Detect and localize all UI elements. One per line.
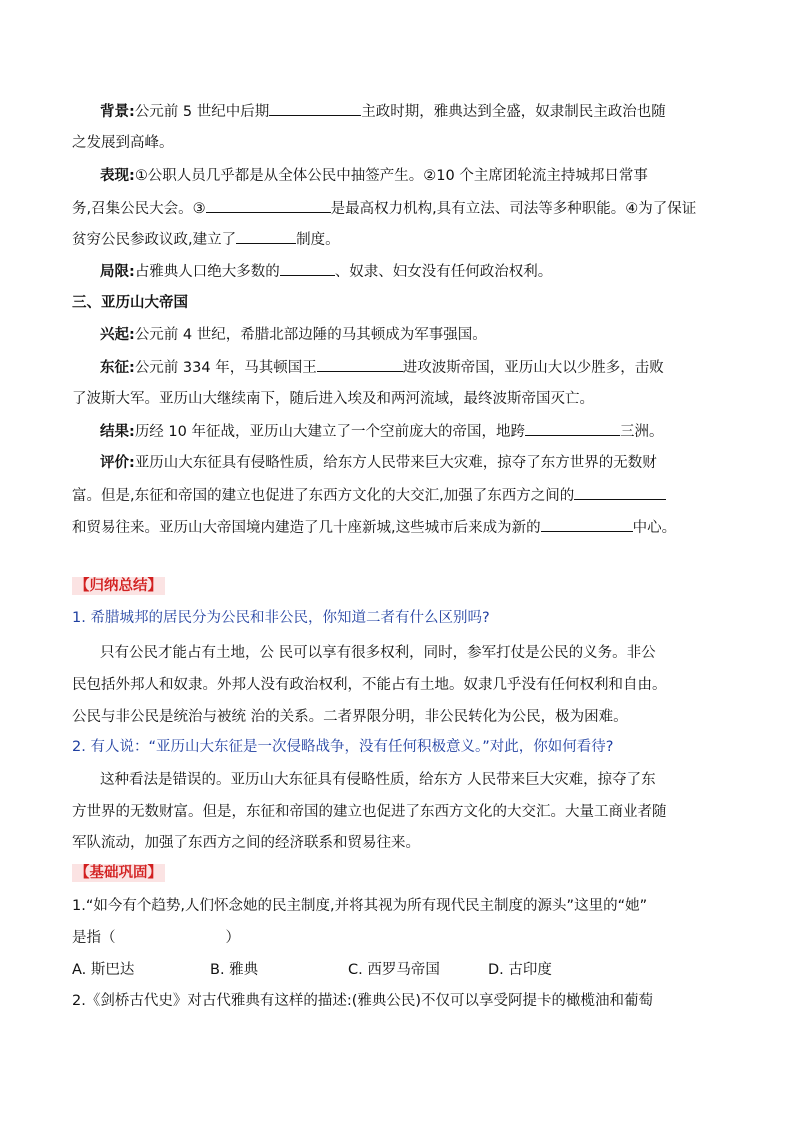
evaluation-text-b: 富。但是,东征和帝国的建立也促进了东西方文化的大交汇,加强了东西方之间的	[72, 488, 575, 504]
background-text-a: 公元前 5 世纪中后期	[134, 104, 270, 120]
fill-blank[interactable]	[269, 101, 361, 116]
performance-text-a: ①公职人员几乎都是从全体公民中抽签产生。②10 个主席团轮流主持城邦日常事	[134, 168, 648, 184]
limitation-text-b: 、奴隶、妇女没有任何政治权利。	[334, 264, 553, 280]
option-a[interactable]: A. 斯巴达	[72, 962, 135, 978]
performance-line-3	[72, 229, 340, 250]
performance-text-d: 贫穷公民参政议政,建立了	[72, 232, 237, 248]
basics-question-2: 2.《剑桥古代史》对古代雅典有这样的描述:(雅典公民)不仅可以享受阿提卡的橄榄油和葡萄	[72, 993, 654, 1009]
performance-line-2	[72, 198, 696, 219]
summary-answer-2-line-2: 方世界的无数财富。但是，东征和帝国的建立也促进了东西方文化的大交汇。大量工商业者随	[72, 804, 667, 820]
background-line-1	[100, 101, 666, 122]
basics-options	[72, 960, 552, 980]
question-stem-close: ）	[225, 930, 240, 946]
background-text-b: 主政时期，雅典达到全盛，奴隶制民主政治也随	[361, 104, 666, 120]
expedition-line-2: 了波斯大军。亚历山大继续南下，随后进入埃及和两河流域，最终波斯帝国灭亡。	[72, 391, 594, 407]
limitation-label: 局限:	[100, 264, 135, 280]
expedition-label: 东征:	[100, 360, 135, 376]
rise-text: 公元前 4 世纪，希腊北部边陲的马其顿成为军事强国。	[134, 327, 487, 343]
evaluation-text-d: 中心。	[632, 520, 677, 536]
limitation-line	[100, 261, 552, 282]
performance-line-1	[100, 166, 648, 186]
question-stem-open: 是指（	[72, 930, 116, 946]
rise-label: 兴起:	[100, 327, 135, 343]
performance-text-c: 是最高权力机构,具有立法、司法等多种职能。④为了保证	[330, 201, 697, 217]
rise-line	[100, 325, 487, 345]
summary-question-2	[72, 737, 613, 757]
evaluation-text-c: 和贸易往来。亚历山大帝国境内建造了几十座新城,这些城市后来成为新的	[72, 520, 541, 536]
fill-blank[interactable]	[317, 357, 403, 372]
summary-question-1	[72, 608, 490, 628]
expedition-line-1	[100, 357, 664, 378]
fill-blank[interactable]	[206, 198, 331, 213]
summary-answer-1-line-1: 只有公民才能占有土地，公 民可以享有很多权利，同时，参军打仗是公民的义务。非公	[100, 645, 656, 661]
limitation-text-a: 占雅典人口绝大多数的	[134, 264, 280, 280]
fill-blank[interactable]	[574, 485, 666, 500]
fill-blank[interactable]	[541, 517, 633, 532]
summary-question-2-text: 2. 有人说：“亚历山大东征是一次侵略战争，没有任何积极意义。”对此，你如何看待?	[72, 739, 614, 755]
summary-tag: 【归纳总结】	[72, 577, 165, 595]
option-d[interactable]: D. 古印度	[488, 962, 552, 978]
result-label: 结果:	[100, 424, 135, 440]
evaluation-label: 评价:	[100, 455, 135, 471]
performance-text-b: 务,召集公民大会。③	[72, 201, 206, 217]
evaluation-line-2	[72, 485, 666, 506]
background-line-2: 之发展到高峰。	[72, 135, 174, 151]
fill-blank[interactable]	[236, 229, 296, 244]
expedition-text-b: 进攻波斯帝国，亚历山大以少胜多，击败	[402, 360, 664, 376]
summary-answer-2-line-1: 这种看法是错误的。亚历山大东征具有侵略性质，给东方 人民带来巨大灾难，掠夺了东	[100, 772, 656, 788]
background-label: 背景:	[100, 104, 135, 120]
basics-tag: 【基础巩固】	[72, 864, 165, 882]
summary-answer-2-line-3: 军队流动，加强了东西方之间的经济联系和贸易往来。	[72, 835, 420, 851]
expedition-text-a: 公元前 334 年，马其顿国王	[134, 360, 317, 376]
evaluation-line-3	[72, 517, 676, 538]
result-text-b: 三洲。	[619, 424, 664, 440]
option-c[interactable]: C. 西罗马帝国	[348, 962, 440, 978]
summary-answer-1-line-3: 公民与非公民是统治与被统 治的关系。二者界限分明，非公民转化为公民，极为困难。	[72, 709, 628, 725]
basics-question-1-line-1: 1.“如今有个趋势,人们怀念她的民主制度,并将其视为所有现代民主制度的源头”这里的“她”	[72, 898, 648, 914]
result-line	[100, 421, 663, 442]
fill-blank[interactable]	[525, 421, 620, 436]
basics-question-1-line-2	[72, 928, 240, 948]
section-heading: 三、亚历山大帝国	[72, 295, 188, 311]
summary-answer-1-line-2: 民包括外邦人和奴隶。外邦人没有政治权利，不能占有土地。奴隶几乎没有任何权利和自由。	[72, 677, 667, 693]
evaluation-text-a: 亚历山大东征具有侵略性质，给东方人民带来巨大灾难，掠夺了东方世界的无数财	[134, 455, 657, 471]
fill-blank[interactable]	[280, 261, 335, 276]
summary-question-1-text: 1. 希腊城邦的居民分为公民和非公民，你知道二者有什么区别吗?	[72, 610, 490, 626]
option-b[interactable]: B. 雅典	[210, 962, 259, 978]
result-text-a: 历经 10 年征战，亚历山大建立了一个空前庞大的帝国，地跨	[134, 424, 525, 440]
performance-label: 表现:	[100, 168, 135, 184]
evaluation-line-1	[100, 453, 657, 473]
performance-text-e: 制度。	[296, 232, 340, 248]
